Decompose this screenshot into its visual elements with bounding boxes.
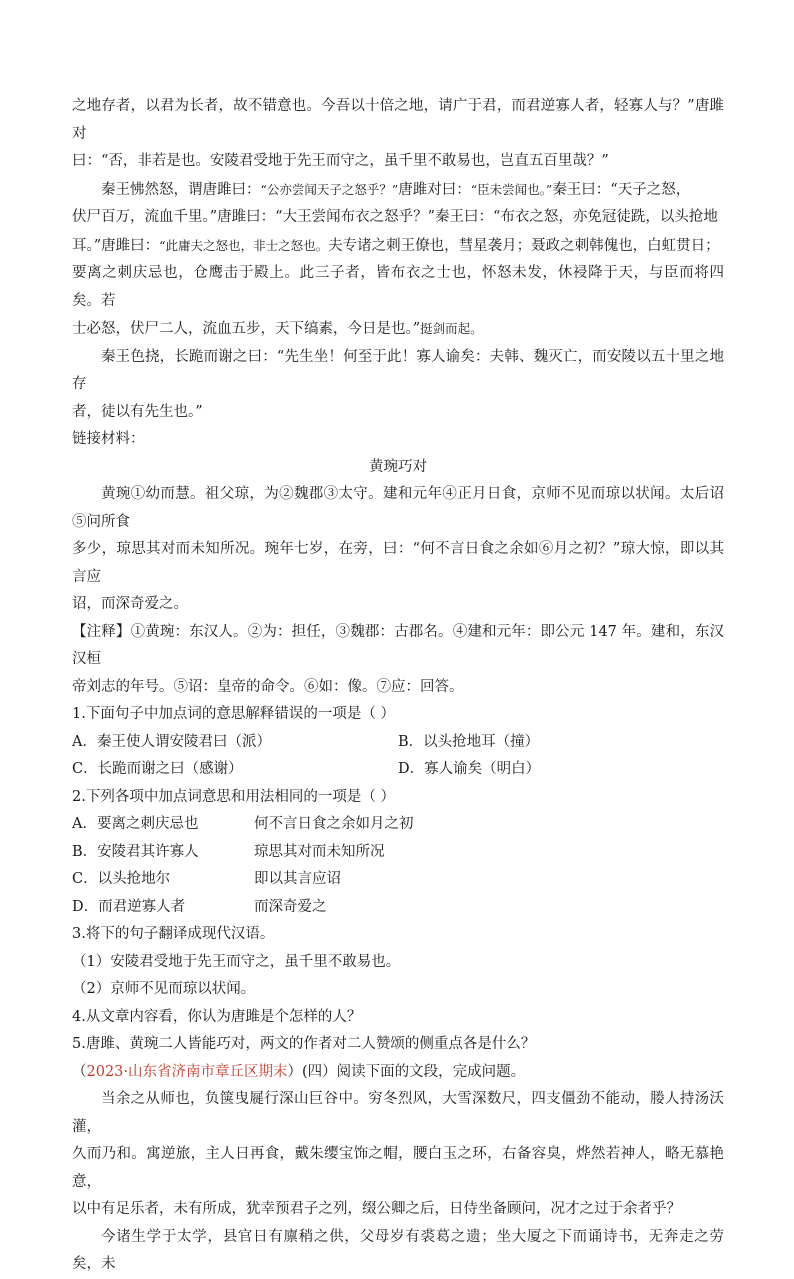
passage-line: 之地存者，以君为长者，故不错意也。今吾以十倍之地，请广于君，而君逆寡人者，轻寡人与？”唐雎对 bbox=[72, 98, 724, 142]
question-2-option-d bbox=[72, 894, 724, 922]
document-body bbox=[72, 93, 724, 1279]
option-right: 琼思其对而未知所况 bbox=[254, 843, 385, 860]
passage-text: 耳。”唐雎曰： bbox=[72, 237, 160, 254]
annotation-notes bbox=[72, 619, 724, 702]
passage-text: 秦王色挠，长跪而谢之曰：“先生坐！何至于此！寡人谕矣：夫韩、魏灭亡，而安陵以五十里之地存 bbox=[72, 348, 724, 392]
passage-text: “臣未尝闻也。” bbox=[470, 181, 553, 197]
passage-text: 挺剑而起。 bbox=[420, 321, 483, 336]
section-4-paragraph-1 bbox=[72, 1086, 724, 1224]
question-5: 5.唐雎、黄琬二人皆能巧对，两文的作者对二人赞颂的侧重点各是什么？ bbox=[72, 1036, 536, 1052]
link-material-text bbox=[72, 481, 724, 619]
option-left: B．安陵君其许寡人 bbox=[72, 843, 199, 860]
question-2-option-a bbox=[72, 811, 724, 839]
link-text-line: 多少，琼思其对而未知所况。琬年七岁，在旁，曰：“何不言日食之余如⑥月之初？”琼大惊，即以其言应 bbox=[72, 541, 724, 585]
question-2-option-b bbox=[72, 839, 724, 867]
option-c: C．长跪而谢之曰（感谢） bbox=[72, 761, 243, 777]
option-left: C．以头抢地尔 bbox=[72, 871, 171, 887]
passage-paragraph-3 bbox=[72, 344, 724, 427]
question-1-options-row bbox=[72, 756, 724, 784]
passage-text: 夫专诸之刺王僚也，彗星袭月；聂政之刺韩傀也，白虹贯日； bbox=[328, 237, 720, 254]
question-4: 4.从文章内容看，你认为唐雎是个怎样的人？ bbox=[72, 1008, 362, 1025]
passage-text: 秦王怫然怒，谓唐雎曰： bbox=[101, 181, 261, 198]
notes-line: 【注释】①黄琬：东汉人。②为：担任，③魏郡：古郡名。④建和元年：即公元 147 年。建和，东汉汉桓 bbox=[72, 623, 724, 667]
option-right: 何不言日食之余如月之初 bbox=[254, 816, 414, 832]
passage-text: “此庸夫之怒也，非士之怒也。 bbox=[159, 237, 329, 253]
section-4-paragraph-2: 今诸生学于太学，县官日有廪稍之供，父母岁有裘葛之遗；坐大厦之下而诵诗书，无奔走之劳矣，未 bbox=[72, 1228, 724, 1272]
link-material-label: 链接材料： bbox=[72, 431, 145, 447]
link-text-line: 黄琬①幼而慧。祖父琼，为②魏郡③太守。建和元年④正月日食，京师不见而琼以状闻。太后诏⑤问所食 bbox=[72, 486, 724, 530]
passage-text: 以中有足乐者，未有所成，犹幸预君子之列，缀公卿之后，日侍坐备顾问，况才之过于余者乎？ bbox=[72, 1201, 681, 1217]
option-b: B．以头抢地耳（撞） bbox=[398, 733, 540, 750]
question-3-item-2: （2）京师不见而琼以状闻。 bbox=[72, 981, 256, 997]
passage-text: 久而乃和。寓逆旅，主人日再食，戴朱缨宝饰之帽，腰白玉之环，右备容臭，烨然若神人，略无慕艳意， bbox=[72, 1146, 724, 1190]
passage-line: 曰：“否，非若是也。安陵君受地于先王而守之，虽千里不敢易也，岂直五百里哉？” bbox=[72, 153, 609, 169]
question-3-item-1: （1）安陵君受地于先王而守之，虽千里不敢易也。 bbox=[72, 953, 401, 970]
passage-text: 士必怒，伏尸二人，流血五步，天下缟素，今日是也。” bbox=[72, 321, 421, 337]
link-text-line: 诏，而深奇爱之。 bbox=[72, 596, 188, 612]
option-left: A．要离之刺庆忌也 bbox=[72, 816, 199, 832]
passage-text: 当余之从师也，负箧曳屣行深山巨谷中。穷冬烈风，大雪深数尺，四支僵劲不能动，媵人持汤沃灌， bbox=[72, 1091, 724, 1135]
source-tag: 2023·山东省济南市章丘区期末 bbox=[86, 1063, 288, 1080]
section-4-heading bbox=[72, 1059, 724, 1087]
section-heading-text: ）(四）阅读下面的文段，完成问题。 bbox=[287, 1063, 526, 1080]
question-1-options-row bbox=[72, 729, 724, 757]
option-d: D．寡人谕矣（明白） bbox=[398, 761, 541, 777]
question-2: 2.下列各项中加点词意思和用法相同的一项是（ ） bbox=[72, 788, 395, 805]
question-2-option-c bbox=[72, 866, 724, 894]
question-3: 3.将下的句子翻译成现代汉语。 bbox=[72, 926, 275, 942]
option-left: D．而君逆寡人者 bbox=[72, 898, 186, 915]
passage-paragraph-1 bbox=[72, 93, 724, 176]
notes-line: 帝刘志的年号。⑤诏：皇帝的命令。⑥如：像。⑦应：回答。 bbox=[72, 678, 464, 695]
passage-text: “公亦尝闻天子之怒乎？” bbox=[260, 181, 399, 197]
passage-text: 者，徒以有先生也。” bbox=[72, 403, 203, 420]
option-right: 即以其言应诏 bbox=[254, 871, 341, 887]
option-a: A．秦王使人谓安陵君曰（派） bbox=[72, 733, 271, 750]
question-1: 1.下面句子中加点词的意思解释错误的一项是（ ） bbox=[72, 706, 395, 722]
passage-text: 要离之刺庆忌也，仓鹰击于殿上。此三子者，皆布衣之士也，怀怒未发，休祲降于天，与臣而将四矣。若 bbox=[72, 265, 724, 309]
option-right: 而深奇爱之 bbox=[254, 898, 327, 915]
passage-text: 伏尸百万，流血千里。”唐雎曰：“大王尝闻布衣之怒乎？”秦王曰：“布衣之怒，亦免冠徒跣，以头抢地 bbox=[72, 209, 718, 225]
paren: （ bbox=[72, 1063, 87, 1080]
link-material-title: 黄琬巧对 bbox=[369, 458, 427, 475]
passage-text: 秦王曰：“天子之怒， bbox=[552, 181, 691, 198]
passage-paragraph-2 bbox=[72, 176, 724, 344]
passage-text: 唐雎对曰： bbox=[398, 181, 471, 198]
